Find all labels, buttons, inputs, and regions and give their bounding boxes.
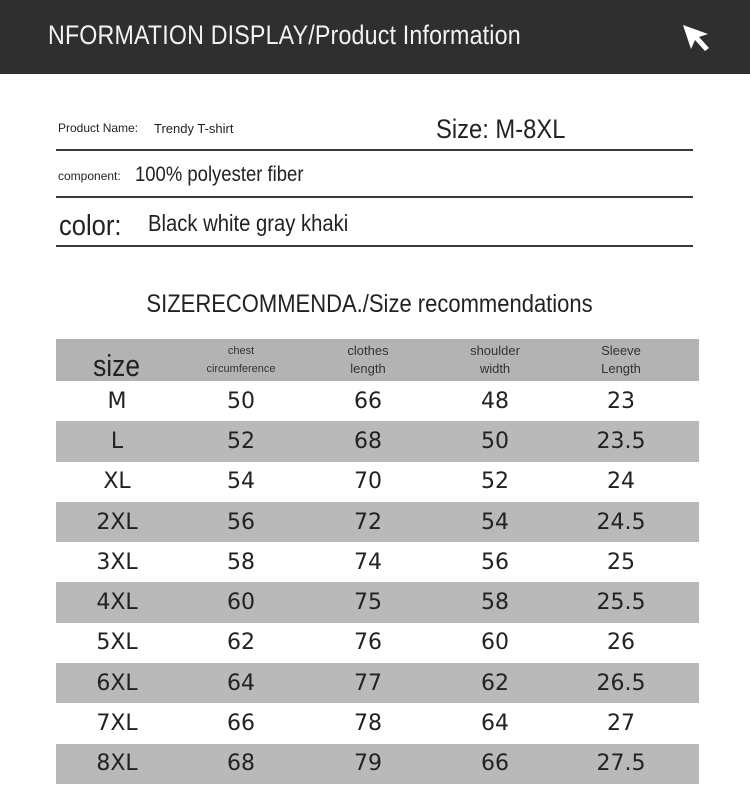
chest-cell: 50 xyxy=(227,388,255,414)
table-row xyxy=(56,623,699,663)
length-cell: 76 xyxy=(354,630,382,656)
table-body xyxy=(56,381,699,784)
sleeve-cell: 27 xyxy=(607,711,635,737)
length-cell: 70 xyxy=(354,469,382,495)
shoulder-cell: 64 xyxy=(481,711,509,737)
header-size: size xyxy=(93,348,141,383)
sleeve-cell: 24.5 xyxy=(596,509,646,535)
table-header xyxy=(56,339,699,381)
length-cell: 75 xyxy=(354,590,382,616)
product-name-label: Product Name: xyxy=(58,121,139,135)
sleeve-cell: 26 xyxy=(607,630,635,656)
chest-cell: 62 xyxy=(227,630,255,656)
component-row xyxy=(56,160,693,198)
size-range: Size: M-8XL xyxy=(436,114,566,144)
table-row xyxy=(56,542,699,582)
table-row xyxy=(56,381,699,421)
shoulder-cell: 62 xyxy=(481,670,509,696)
chest-cell: 58 xyxy=(227,549,255,575)
header-bar xyxy=(0,0,750,74)
sleeve-cell: 27.5 xyxy=(596,751,646,777)
chest-cell: 64 xyxy=(227,670,255,696)
shoulder-cell: 56 xyxy=(481,549,509,575)
product-name-row xyxy=(56,112,693,151)
shoulder-cell: 52 xyxy=(481,469,509,495)
color-label: color: xyxy=(59,210,122,242)
length-cell: 66 xyxy=(354,388,382,414)
component-value: 100% polyester fiber xyxy=(135,163,304,186)
size-table xyxy=(56,339,699,784)
size-cell: 6XL xyxy=(96,670,138,696)
length-cell: 79 xyxy=(354,751,382,777)
table-row xyxy=(56,421,699,461)
cursor-arrow-icon xyxy=(680,22,714,54)
size-cell: 3XL xyxy=(96,549,138,575)
size-cell: 8XL xyxy=(96,751,138,777)
shoulder-cell: 48 xyxy=(481,388,509,414)
header-sleeve: Sleeve Length xyxy=(601,343,641,376)
shoulder-cell: 60 xyxy=(481,630,509,656)
chest-cell: 52 xyxy=(227,428,255,454)
length-cell: 78 xyxy=(354,711,382,737)
length-cell: 72 xyxy=(354,509,382,535)
header-title: NFORMATION DISPLAY/Product Information xyxy=(48,20,521,50)
section-title: SIZERECOMMENDA./Size recommendations xyxy=(146,290,594,318)
sleeve-cell: 25 xyxy=(607,549,635,575)
chest-cell: 56 xyxy=(227,509,255,535)
sleeve-cell: 25.5 xyxy=(596,590,646,616)
size-cell: 4XL xyxy=(96,590,138,616)
length-cell: 68 xyxy=(354,428,382,454)
length-cell: 74 xyxy=(354,549,382,575)
color-value: Black white gray khaki xyxy=(148,210,349,236)
chest-cell: 60 xyxy=(227,590,255,616)
table-row xyxy=(56,663,699,703)
chest-cell: 68 xyxy=(227,751,255,777)
size-cell: 2XL xyxy=(96,509,138,535)
table-row xyxy=(56,703,699,743)
table-row xyxy=(56,502,699,542)
header-chest: chest circumference xyxy=(206,345,276,375)
header-length: clothes length xyxy=(347,343,389,376)
sleeve-cell: 24 xyxy=(607,469,635,495)
size-cell: L xyxy=(110,428,124,454)
size-cell: M xyxy=(107,388,127,414)
component-label: component: xyxy=(58,169,121,183)
chest-cell: 54 xyxy=(227,469,255,495)
length-cell: 77 xyxy=(354,670,382,696)
sleeve-cell: 26.5 xyxy=(596,670,646,696)
size-cell: 5XL xyxy=(96,630,138,656)
product-name-value: Trendy T-shirt xyxy=(154,121,234,136)
header-shoulder: shoulder width xyxy=(470,343,520,376)
table-row xyxy=(56,582,699,622)
shoulder-cell: 58 xyxy=(481,590,509,616)
table-row xyxy=(56,744,699,784)
shoulder-cell: 54 xyxy=(481,509,509,535)
table-row xyxy=(56,462,699,502)
size-cell: 7XL xyxy=(96,711,138,737)
chest-cell: 66 xyxy=(227,711,255,737)
shoulder-cell: 50 xyxy=(481,428,509,454)
size-cell: XL xyxy=(103,469,131,495)
sleeve-cell: 23 xyxy=(607,388,635,414)
shoulder-cell: 66 xyxy=(481,751,509,777)
color-row xyxy=(56,208,693,247)
sleeve-cell: 23.5 xyxy=(596,428,646,454)
